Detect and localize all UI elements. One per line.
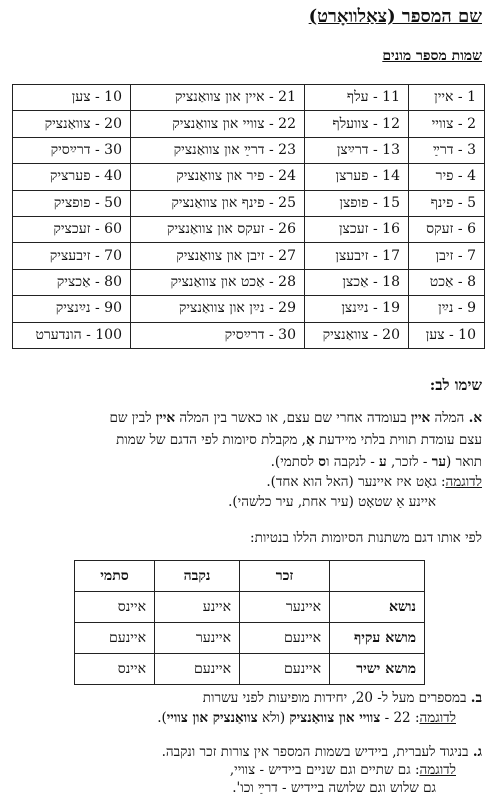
- numbers-table: [12, 84, 485, 349]
- note-b-line-1: [203, 690, 482, 706]
- text: (ולא: [257, 710, 290, 726]
- table-cell: איינס: [75, 654, 155, 685]
- table-cell: 80 - אַכציק: [13, 269, 131, 295]
- table-row: [13, 269, 485, 295]
- example-label: לדוגמה: [445, 474, 482, 490]
- note-c-example-1: [230, 762, 456, 778]
- table-cell: 2 - צוויי: [409, 111, 485, 137]
- text: : 22 -: [380, 710, 420, 726]
- table-row: [75, 623, 425, 654]
- emphasis: איין: [155, 410, 176, 426]
- table-cell: 40 - פערציק: [13, 164, 131, 190]
- row-header: מושא עקיף: [330, 623, 425, 654]
- forms-table: [74, 560, 425, 685]
- text: תואר (: [446, 454, 482, 470]
- note-a-line-2: [116, 432, 482, 448]
- table-cell: איינע: [155, 592, 240, 623]
- emphasis: ס: [318, 454, 326, 470]
- text: ).: [157, 710, 167, 726]
- column-header: [330, 561, 425, 592]
- table-row: [13, 111, 485, 137]
- table-row: [13, 216, 485, 242]
- table-row: [13, 322, 485, 348]
- table-row: [13, 243, 485, 269]
- emphasis: איין: [410, 410, 431, 426]
- note-b-example: [157, 710, 456, 726]
- table-cell: 9 - נײַן: [409, 296, 485, 322]
- table-cell: 10 - צען: [409, 322, 485, 348]
- column-header: נקבה: [155, 561, 240, 592]
- column-header: סתמי: [75, 561, 155, 592]
- text: : גאָט איז איינער (האל הוא אחד).: [266, 474, 446, 490]
- note-c-line-1: [162, 744, 482, 760]
- table-cell: 20 - צוואַנציק: [305, 322, 409, 348]
- table-cell: 5 - פינף: [409, 190, 485, 216]
- table-cell: 16 - זעכצן: [305, 216, 409, 242]
- table-cell: 6 - זעקס: [409, 216, 485, 242]
- text: המלה: [430, 410, 465, 426]
- table-cell: 7 - זיבן: [409, 243, 485, 269]
- table-cell: איינעם: [240, 623, 330, 654]
- table-cell: 60 - זעכציק: [13, 216, 131, 242]
- table-cell: איינעם: [75, 623, 155, 654]
- table-row: [13, 296, 485, 322]
- table-row: [13, 190, 485, 216]
- emphasis: צוויי און צוואַנציק: [289, 710, 381, 726]
- text: לסתמי).: [270, 454, 319, 470]
- text: : גם שתיים וגם שניים ביידיש - צוויי,: [229, 762, 420, 778]
- table-cell: 17 - זיבעצן: [305, 243, 409, 269]
- table-cell: 22 - צוויי און צוואַנציק: [131, 111, 305, 137]
- table-cell: 11 - עלף: [305, 85, 409, 111]
- text: בעומדה אחרי שם עצם, או כאשר בין המלה: [175, 410, 411, 426]
- note-a-line-1: [109, 410, 482, 426]
- example-label: לדוגמה: [419, 762, 456, 778]
- table-cell: 30 - דרײַסיק: [13, 137, 131, 163]
- table-cell: 13 - דרײַצן: [305, 137, 409, 163]
- note-a-example-2: איינע אַ שטאָט (עיר אחת, עיר כלשהי).: [228, 494, 436, 510]
- table-cell: 29 - נײַן און צוואַנציק: [131, 296, 305, 322]
- table-cell: 70 - זיבעציק: [13, 243, 131, 269]
- pattern-intro: לפי אותו דגם משתנות הסיומות הללו בנטיות:: [250, 530, 482, 546]
- table-cell: 4 - פיר: [409, 164, 485, 190]
- emphasis: אַ: [305, 432, 315, 448]
- text: - לנקבה ו: [325, 454, 380, 470]
- table-row: [13, 137, 485, 163]
- table-cell: 1 - איין: [409, 85, 485, 111]
- table-cell: 14 - פערצן: [305, 164, 409, 190]
- table-cell: איינער: [240, 592, 330, 623]
- text: בניגוד לעברית, ביידיש בשמות המספר אין צורות זכר ונקבה.: [161, 744, 473, 760]
- text: במספרים מעל ל- 20, יחידות מופיעות לפני עשרות: [202, 690, 471, 706]
- table-row: [13, 164, 485, 190]
- text: לבין שם: [109, 410, 156, 426]
- note-a-example-1: [266, 474, 482, 490]
- row-header: נושא: [330, 592, 425, 623]
- table-cell: 50 - פופציק: [13, 190, 131, 216]
- emphasis: צוואַנציק און צוויי: [166, 710, 258, 726]
- note-b-marker: ב.: [470, 690, 482, 706]
- table-cell: 26 - זעקס און צוואַנציק: [131, 216, 305, 242]
- notes-heading: שימו לב:: [429, 376, 482, 394]
- table-cell: 100 - הונדערט: [13, 322, 131, 348]
- table-cell: 90 - נײַנציק: [13, 296, 131, 322]
- table-cell: 21 - איין און צוואַנציק: [131, 85, 305, 111]
- table-cell: 10 - צען: [13, 85, 131, 111]
- note-a-marker: א.: [468, 410, 482, 426]
- table-cell: איינער: [155, 623, 240, 654]
- table-cell: 12 - צוועלף: [305, 111, 409, 137]
- text: , מקבלת סיומות לפי הדגם של שמות: [116, 432, 306, 448]
- column-header: זכר: [240, 561, 330, 592]
- table-cell: 27 - זיבן און צוואַנציק: [131, 243, 305, 269]
- table-row: [75, 654, 425, 685]
- row-header: מושא ישיר: [330, 654, 425, 685]
- table-row: [13, 85, 485, 111]
- note-c-example-2: גם שלוש וגם שלושה ביידיש - דרײַ וכו'.: [232, 780, 436, 796]
- table-cell: 30 - דרײַסיק: [131, 322, 305, 348]
- page-title: שם המספר (צאַלוואָרט): [308, 6, 482, 27]
- section-subtitle: שמות מספר מונים: [382, 48, 482, 64]
- note-a-line-3: [271, 454, 482, 470]
- table-cell: 23 - דרײַ און צוואַנציק: [131, 137, 305, 163]
- text: - לזכר,: [386, 454, 432, 470]
- table-row: [75, 592, 425, 623]
- emphasis: ע: [379, 454, 387, 470]
- table-cell: 8 - אַכט: [409, 269, 485, 295]
- table-cell: 18 - אַכצן: [305, 269, 409, 295]
- table-cell: איינס: [75, 592, 155, 623]
- table-cell: איינעם: [155, 654, 240, 685]
- table-cell: 20 - צוואַנציק: [13, 111, 131, 137]
- table-cell: 19 - נײַנצן: [305, 296, 409, 322]
- table-cell: 24 - פיר און צוואַנציק: [131, 164, 305, 190]
- table-cell: 15 - פופצן: [305, 190, 409, 216]
- note-c-marker: ג.: [472, 744, 482, 760]
- table-cell: 25 - פינף און צוואַנציק: [131, 190, 305, 216]
- text: עצם עומדת תווית בלתי מיידעת: [314, 432, 482, 448]
- example-label: לדוגמה: [419, 710, 456, 726]
- table-cell: 3 - דרײַ: [409, 137, 485, 163]
- emphasis: ער: [431, 454, 447, 470]
- table-cell: איינעם: [240, 654, 330, 685]
- table-cell: 28 - אַכט און צוואַנציק: [131, 269, 305, 295]
